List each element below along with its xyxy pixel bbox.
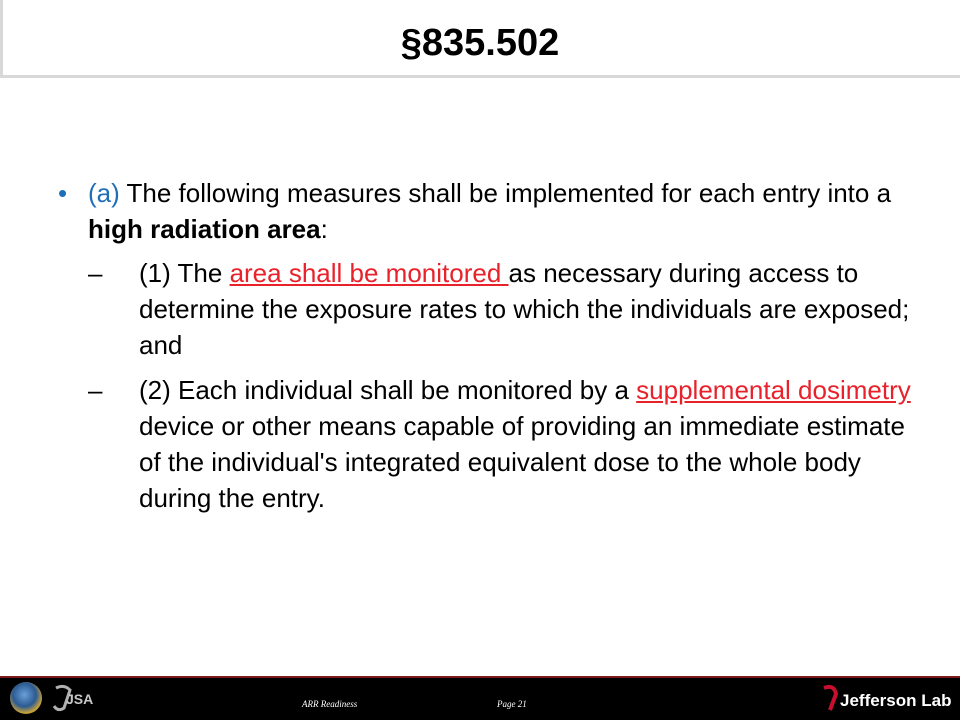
jsa-logo [50, 682, 110, 714]
bullet-label: (a) [88, 178, 120, 208]
footer-bar [0, 676, 960, 720]
sub-item-highlight-link[interactable]: supplemental dosimetry [636, 375, 911, 405]
jefferson-lab-text: Jefferson Lab [840, 691, 952, 710]
footer-left-text: ARR Readiness [302, 699, 358, 709]
sub-item-suffix: as necessary during access to determine the exposure rates to which the individuals are exposed; and [139, 258, 910, 360]
jsa-logo-text: JSA [66, 691, 94, 707]
sub-item-prefix: (1) The [139, 258, 230, 288]
sub-item-highlight-link[interactable]: area shall be monitored [229, 258, 509, 288]
doe-seal-icon [10, 682, 42, 714]
bullet-text-after: : [320, 214, 328, 244]
dash-icon: – [88, 258, 103, 288]
bullet-item [60, 175, 920, 247]
bullet-text-before: The following measures shall be implemented for each entry into a [119, 178, 892, 208]
jefferson-lab-logo [822, 684, 954, 714]
sub-item-prefix: (2) Each individual shall be monitored by a [139, 375, 637, 405]
footer-divider [0, 676, 960, 678]
sub-item-2 [60, 372, 920, 516]
sub-item-suffix: device or other means capable of providing an immediate estimate of the individual's integrated equivalent dose to the whole body during the entry. [139, 411, 905, 513]
sub-item-1 [60, 255, 920, 363]
dash-icon: – [88, 375, 103, 405]
slide-title: §835.502 [400, 22, 560, 64]
bullet-dot-icon: • [58, 178, 68, 208]
slide-content [60, 175, 920, 516]
footer-page-number: Page 21 [497, 699, 527, 709]
bullet-bold-text: high radiation area [88, 214, 321, 244]
